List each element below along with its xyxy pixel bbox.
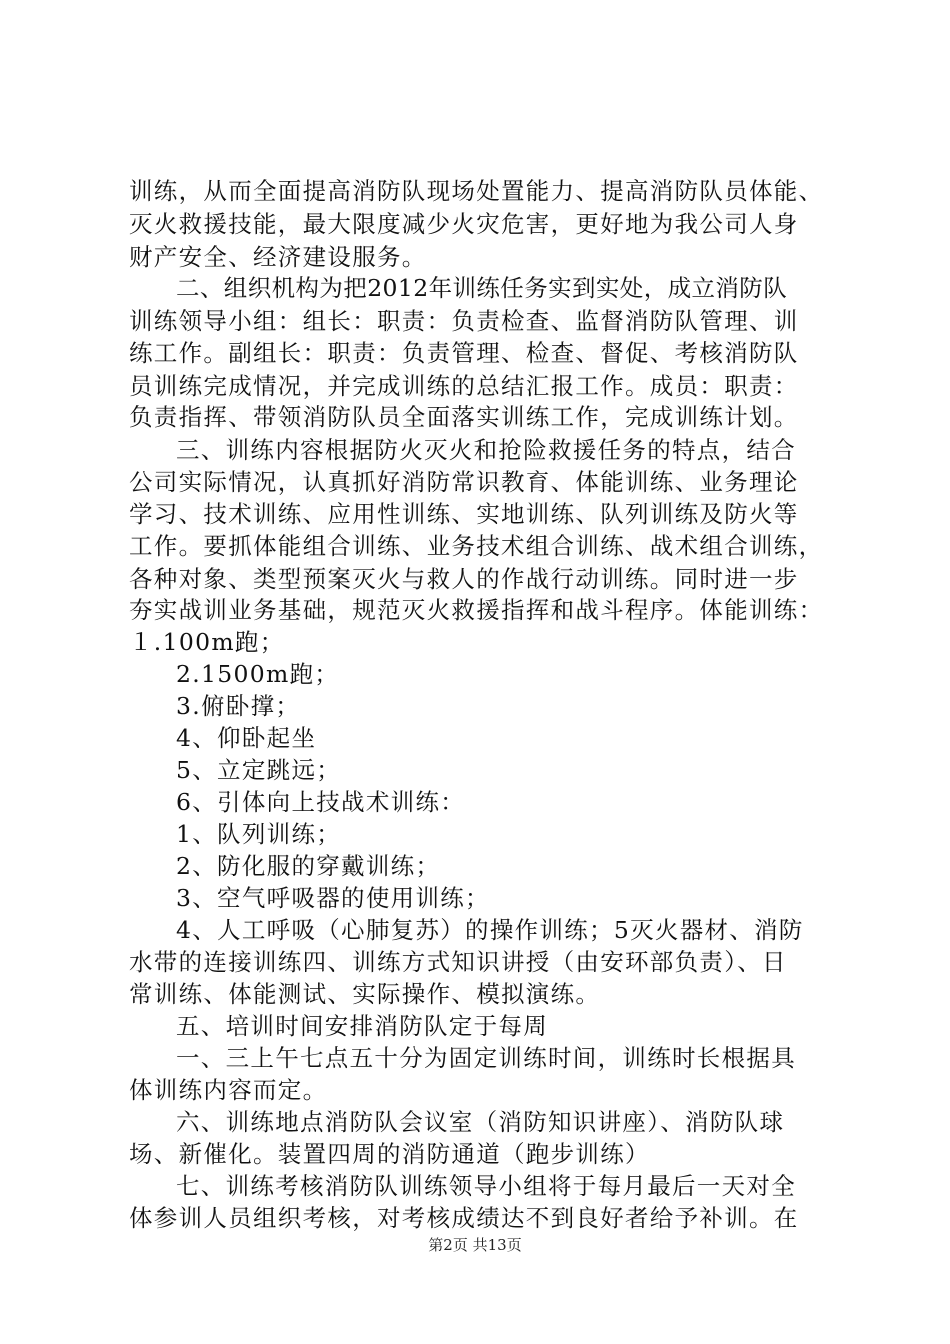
text-line: 二、组织机构为把2012年训练任务实到实处，成立消防队: [176, 274, 788, 302]
text-line: 灭火救援技能，最大限度减少火灾危害，更好地为我公司人身: [129, 210, 799, 238]
text-line: 一、三上午七点五十分为固定训练时间，训练时长根据具: [176, 1044, 796, 1072]
text-line: 公司实际情况，认真抓好消防常识教育、体能训练、业务理论: [129, 468, 799, 496]
text-line: 学习、技术训练、应用性训练、实地训练、队列训练及防火等: [129, 500, 799, 528]
text-line: 工作。要抓体能组合训练、业务技术组合训练、战术组合训练，: [129, 532, 824, 560]
page-number-footer: 第2页 共13页: [428, 1236, 522, 1254]
text-line: 五、培训时间安排消防队定于每周: [176, 1012, 548, 1040]
text-line: 七、训练考核消防队训练领导小组将于每月最后一天对全: [176, 1172, 796, 1200]
text-line: 体训练内容而定。: [129, 1076, 328, 1104]
text-line: 各种对象、类型预案灭火与救人的作战行动训练。同时进一步: [129, 565, 799, 593]
text-line: 三、训练内容根据防火灭火和抢险救援任务的特点，结合: [176, 436, 796, 464]
text-line: 3.俯卧撑；: [176, 692, 301, 720]
text-line: 4、人工呼吸（心肺复苏）的操作训练；5灭火器材、消防: [176, 916, 804, 944]
text-line: 六、训练地点消防队会议室（消防知识讲座）、消防队球: [176, 1108, 785, 1136]
text-line: 水带的连接训练四、训练方式知识讲授（由安环部负责）、日: [129, 948, 787, 976]
text-line: 2.1500m跑；: [176, 660, 340, 688]
text-line: 5、立定跳远；: [176, 756, 342, 784]
text-line: 训练，从而全面提高消防队现场处置能力、提高消防队员体能、: [129, 177, 824, 205]
text-line: 财产安全、经济建设服务。: [129, 243, 427, 271]
text-line: 1、队列训练；: [176, 820, 342, 848]
text-line: 负责指挥、带领消防队员全面落实训练工作，完成训练计划。: [129, 403, 799, 431]
text-line: 练工作。副组长：职责：负责管理、检查、督促、考核消防队: [129, 339, 799, 367]
text-line: 4、仰卧起坐: [176, 724, 317, 752]
text-line: 夯实战训业务基础，规范灭火救援指挥和战斗程序。体能训练：: [129, 596, 824, 624]
text-line: 体参训人员组织考核，对考核成绩达不到良好者给予补训。在: [129, 1204, 799, 1232]
text-line: 训练领导小组：组长：职责：负责检查、监督消防队管理、训: [129, 307, 799, 335]
text-line: 3、空气呼吸器的使用训练；: [176, 884, 490, 912]
text-line: １.100m跑；: [129, 628, 285, 656]
text-line: 常训练、体能测试、实际操作、模拟演练。: [129, 980, 601, 1008]
text-line: 员训练完成情况，并完成训练的总结汇报工作。成员：职责：: [129, 372, 799, 400]
text-line: 场、新催化。装置四周的消防通道（跑步训练）: [129, 1140, 650, 1168]
text-line: 6、引体向上技战术训练：: [176, 788, 466, 816]
text-line: 2、防化服的穿戴训练；: [176, 852, 441, 880]
